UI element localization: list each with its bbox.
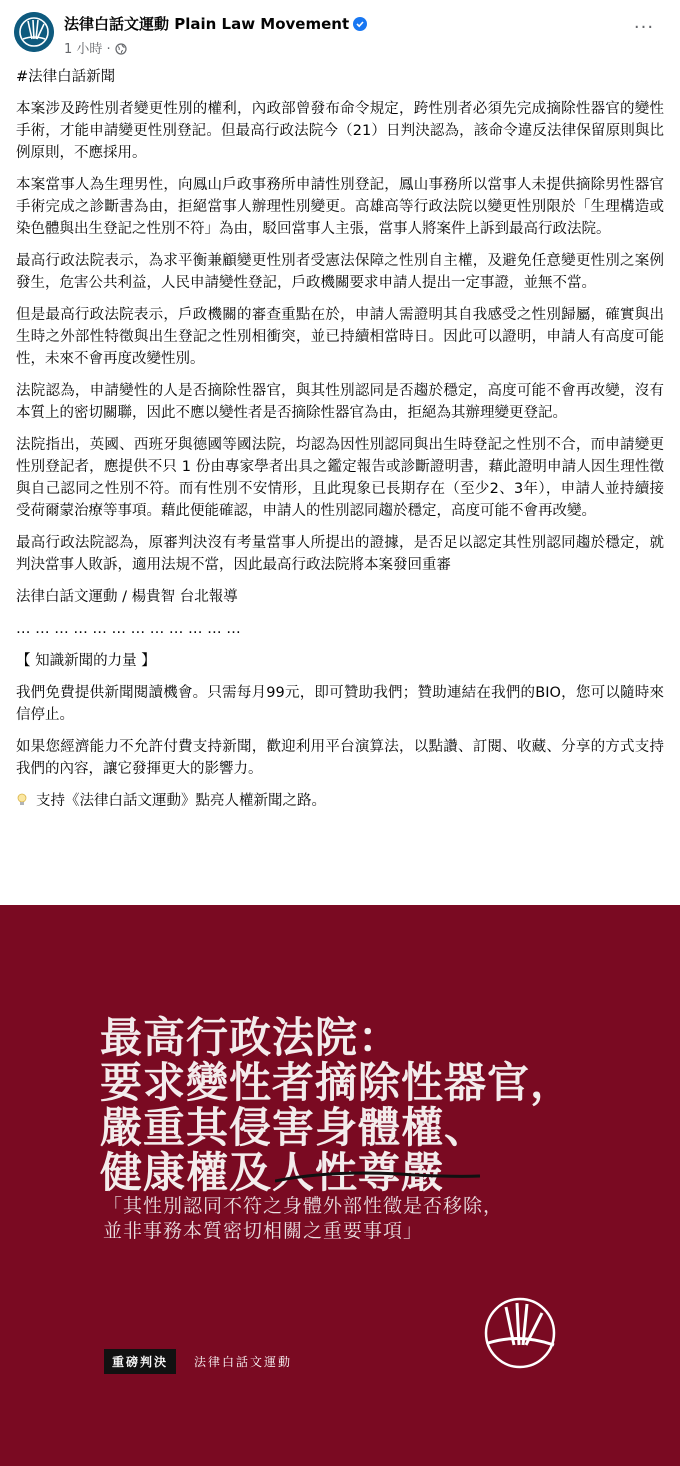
graphic-quote-line: 並非事務本質密切相關之重要事項」 bbox=[103, 1220, 424, 1242]
post-header bbox=[0, 0, 680, 66]
hashtag-link[interactable]: #法律白話新聞 bbox=[16, 69, 116, 85]
body-paragraph: 法院認為，申請變性的人是否摘除性器官，與其性別認同是否趨於穩定，高度可能不會再改變，沒有本質上的密切關聯，因此不應以變性者是否摘除性器官為由，拒絕為其辦理變更登記。 bbox=[16, 383, 664, 421]
graphic-title-line: 健康權及人性尊嚴 bbox=[100, 1148, 445, 1197]
body-paragraph: 但是最高行政法院表示，戶政機關的審查重點在於，申請人需證明其自我感受之性別歸屬，確實與出生時之外部性特徵與出生登記之性別相衝突，並已持續相當時日。因此可以證明，申請人有高度可能性，未來不會再度改變性別。 bbox=[16, 307, 664, 367]
graphic-quote bbox=[103, 1194, 503, 1244]
section-title: 【 知識新聞的力量 】 bbox=[16, 653, 156, 669]
byline: 法律白話文運動 / 楊貴智 台北報導 bbox=[16, 589, 238, 605]
graphic-tag bbox=[104, 1349, 176, 1374]
closing-line bbox=[16, 790, 664, 812]
page-name-text[interactable]: 法律白話文運動 Plain Law Movement bbox=[64, 15, 350, 33]
separator: … … … … … … … … … … … … bbox=[16, 621, 241, 637]
body-paragraph: 最高行政法院認為，原審判決沒有考量當事人所提出的證據，是否足以認定其性別認同趨於穩定，就判決當事人敗訴，適用法規不當，因此最高行政法院將本案發回重審 bbox=[16, 535, 664, 573]
post-meta bbox=[64, 38, 127, 57]
support-paragraph: 我們免費提供新聞閱讀機會。只需每月99元，即可贊助我們；贊助連結在我們的BIO，您可以隨時來信停止。 bbox=[16, 685, 664, 723]
body-paragraph: 本案涉及跨性別者變更性別的權利，內政部曾發布命令規定，跨性別者必須先完成摘除性器官的變性手術，才能申請變更性別登記。但最高行政法院今（21）日判決認為，該命令違反法律保留原則與比例原則，不應採用。 bbox=[16, 101, 664, 161]
graphic-title-line: 嚴重其侵害身體權、 bbox=[100, 1103, 488, 1152]
logo-icon bbox=[480, 1293, 560, 1373]
page-name[interactable] bbox=[64, 13, 367, 34]
post-timestamp[interactable]: 1 小時 · bbox=[64, 42, 111, 57]
graphic-org: 法律白話文運動 bbox=[194, 1355, 293, 1369]
body-paragraph: 最高行政法院表示，為求平衡兼顧變更性別者受憲法保障之性別自主權，及避免任意變更性別之案例發生，危害公共利益，人民申請變性登記，戶政機關要求申請人提出一定事證，並無不當。 bbox=[16, 253, 664, 291]
graphic-tag-text: 重磅判決 bbox=[112, 1355, 169, 1369]
graphic-title-line: 要求變性者摘除性器官， bbox=[100, 1058, 574, 1107]
graphic-title-line: 最高行政法院： bbox=[100, 1013, 402, 1062]
graphic-quote-line: 「其性別認同不符之身體外部性徵是否移除， bbox=[103, 1195, 504, 1217]
closing-text: 支持《法律白話文運動》點亮人權新聞之路。 bbox=[36, 793, 326, 809]
brush-underline-icon bbox=[275, 1167, 485, 1187]
light-bulb-icon bbox=[16, 793, 28, 807]
more-options-button[interactable]: ··· bbox=[633, 17, 655, 38]
body-paragraph: 法院指出，英國、西班牙與德國等國法院，均認為因性別認同與出生時登記之性別不合，而申請變更性別登記者，應提供不只 1 份由專家學者出具之鑑定報告或診斷證明書，藉此證明申請人因生理性徵與自己認同之性別不符。而有性別不安情形，且此現象已長期存在（至少2、3年），申請人並持續接受荷爾蒙治療等事項。藉此便能確認，申請人的性別認同趨於穩定，高度可能不會再改變。 bbox=[16, 437, 664, 519]
logo-icon bbox=[14, 12, 54, 52]
support-paragraph: 如果您經濟能力不允許付費支持新聞，歡迎利用平台演算法，以點讚、訂閱、收藏、分享的方式支持我們的內容，讓它發揮更大的影響力。 bbox=[16, 739, 664, 777]
page-avatar[interactable] bbox=[14, 12, 54, 52]
globe-icon bbox=[115, 43, 127, 55]
verified-badge-icon bbox=[353, 17, 367, 31]
body-paragraph: 本案當事人為生理男性，向鳳山戶政事務所申請性別登記，鳳山事務所以當事人未提供摘除男性器官手術完成之診斷書為由，拒絕當事人辦理性別變更。高雄高等行政法院以變更性別限於「生理構造或染色體與出生登記之性別不符」為由，駁回當事人主張，當事人將案件上訴到最高行政法院。 bbox=[16, 177, 664, 237]
post-image[interactable] bbox=[0, 905, 680, 1466]
post-body bbox=[0, 66, 680, 812]
